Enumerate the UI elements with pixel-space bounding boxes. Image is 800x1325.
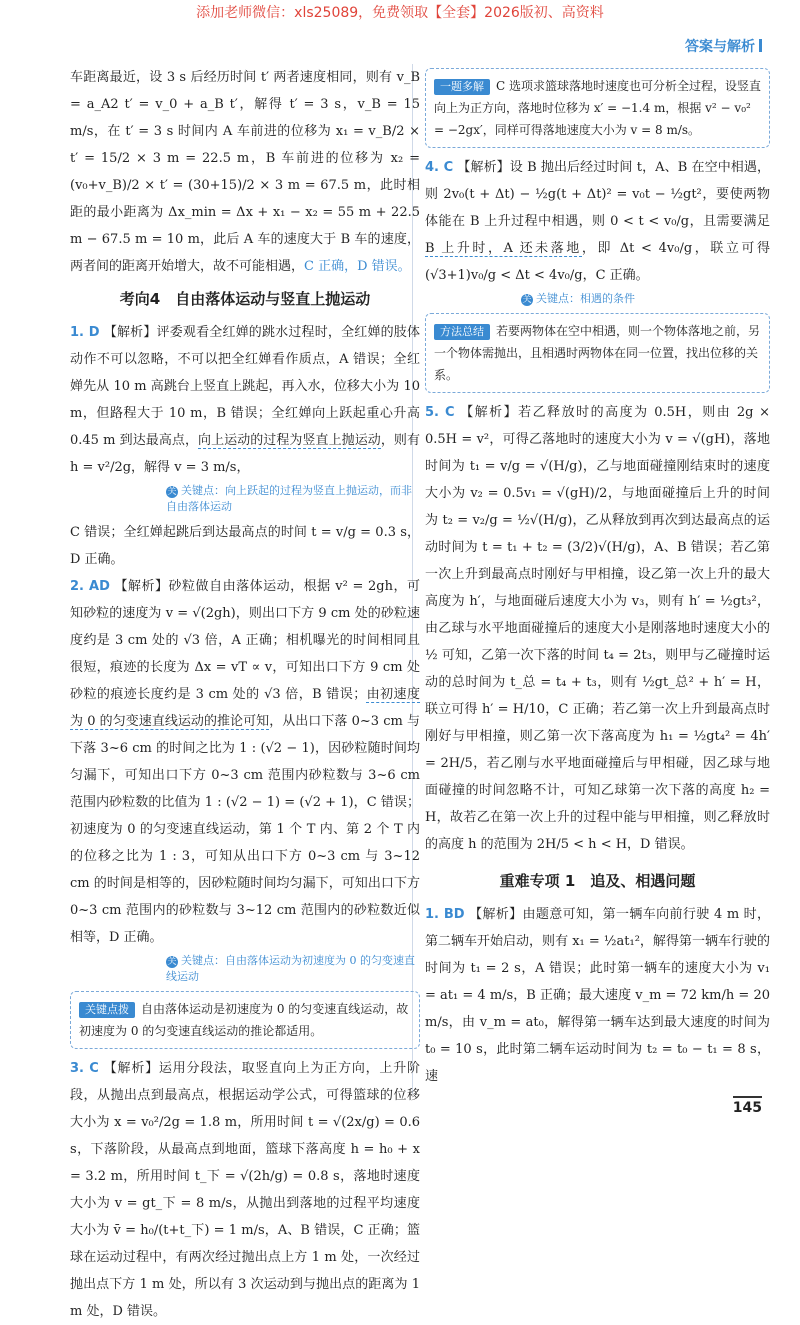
answer-4 <box>425 154 770 289</box>
text: 车距离最近，设 3 s 后经历时间 t′ 两者速度相同，则有 v_B = a_A2 t′ = v_0 + a_B t′，解得 t′ = 3 s，v_B = 15 m/s，在 t′ = 3 s 时间内 A 车前进的位移为 x₁ = v_B/2 × t′ = 15/2 × 3 m = 22.5 m，B 车前进的位移为 x₂ = (v₀+v_B)/2 × t′ = (30+15)/2 × 3 m = 67.5 m，此时相距的最小距离为 Δx_min = Δx + x₁ − x₂ = 55 m + 22.5 m − 67.5 m = 10 m，此后 A 车的速度大于 B 车的速度，两者间的距离开始增大，故不可能相遇， <box>70 70 420 274</box>
question-number: 1. BD <box>425 907 465 922</box>
paragraph-continued <box>70 64 420 280</box>
question-number: 5. C <box>425 405 455 420</box>
key-icon: 关 <box>167 487 177 497</box>
header-accent-bar <box>759 39 762 52</box>
method-summary-box <box>425 313 770 393</box>
multi-solution-box <box>425 68 770 148</box>
tip-box <box>70 991 420 1049</box>
page-number: 145 <box>733 1096 762 1116</box>
key-point-note <box>70 953 420 985</box>
answer-5 <box>425 399 770 858</box>
tip-tag: 关键点拨 <box>79 1002 135 1018</box>
box-text: 若要两物体在空中相遇，则一个物体落地之前，另一个物体需抛出，且相遇时两物体在同一位置，找出位移的关系。 <box>434 324 761 382</box>
tip-text: 自由落体运动是初速度为 0 的匀变速直线运动，故初速度为 0 的匀变速直线运动的推论都适用。 <box>79 1002 409 1038</box>
box-tag: 方法总结 <box>434 324 490 340</box>
text: 【解析】若乙释放时的高度为 0.5H，则由 2g × 0.5H = v²，可得乙落地时的速度大小为 v = √(gH)，落地时间为 t₁ = v/g = √(H/g)，乙与地面碰撞刚结束时的速度大小为 v₂ = 0.5v₁ = √(gH)/2，与地面碰撞后上升的时间为 t₂ = v₂/g = ½√(H/g)，乙从释放到再次到达最高点的运动时间为 t = t₁ + t₂ = (3/2)√(H/g)，A、B 错误；若乙第一次上升到最高点时刚好与甲相撞，设乙第一次上升的最大高度为 h′，与地面碰后速度大小为 v₃，则有 h′ = ½gt₃²，由乙球与水平地面碰撞后的速度大小是刚落地时速度大小的 ½ 可知，乙第一次下落的时间 t₄ = 2t₃，则甲与乙碰撞时运动的总时间为 t_总 = t₄ + t₃，则有 ½gt_总² + h′ = H，联立可得 h′ = H/10，C 正确；若乙第一次上升到最高点时刚好与甲相撞，则乙第一次下落高度为 h₁ = ½gt₄² = 4h′ = 2H/5，若乙刚与水平地面碰撞后与甲相碰，因乙球与地面碰撞的时间忽略不计，可知乙球第一次下落的高度 h₂ = H，故若乙在第一次上升的过程中能与甲相撞，则乙释放时的高度 h 的范围为 2H/5 < h < H，D 错误。 <box>425 405 770 852</box>
underlined-text: B 上升时，A 还未落地 <box>425 241 582 256</box>
answer-3 <box>70 1055 420 1325</box>
text: 【解析】运用分段法，取竖直向上为正方向，上升阶段，从抛出点到最高点，根据运动学公式，可得篮球的位移大小为 x = v₀²/2g = 1.8 m，所用时间 t = √(2x/g) = 0.6 s，下落阶段，从最高点到地面，篮球下落高度 h = h₀ + x = 3.2 m，所用时间 t_下 = √(2h/g) = 0.8 s，落地时速度大小为 v = gt_下 = 8 m/s，从抛出到落地的过程平均速度大小为 v̄ = h₀/(t+t_下) = 1 m/s，A、B 错误，C 正确；篮球在运动过程中，有两次经过抛出点上方 1 m 处，一次经过抛出点下方 1 m 处，所以有 3 次运动到与抛出点的距离为 1 m 处，D 错误。 <box>70 1061 420 1319</box>
right-column <box>425 64 770 1090</box>
section-header-label: 答案与解析 <box>685 39 755 55</box>
text: ，即 Δt < 4v₀/g，联立可得 (√3+1)v₀/g < Δt < 4v₀/g，C 正确。 <box>425 241 770 283</box>
text: ，从出口下落 0~3 cm 与下落 3~6 cm 的时间之比为 1 : (√2 − 1)，因砂粒随时间均匀漏下，可知出口下方 0~3 cm 范围内砂粒数与 3~6 cm 范围内砂粒数的比值为 1 : (√2 − 1) = (√2 + 1)，C 错误；初速度为 0 的匀变速直线运动，第 1 个 T 内、第 2 个 T 内的位移之比为 1 : 3，可知从出口下方 0~3 cm 与 3~12 cm 的时间是相等的，因砂粒随时间均匀漏下，可知出口下方 0~3 cm 范围内的砂粒数与 3~12 cm 范围内的砂粒数近似相等，D 正确。 <box>70 714 420 945</box>
note-text: 关键点：相遇的条件 <box>536 292 635 305</box>
answer-1 <box>70 319 420 481</box>
left-column <box>70 64 420 1325</box>
key-icon: 关 <box>522 295 532 305</box>
answer-6 <box>425 901 770 1090</box>
box-text: C 选项求篮球落地时速度也可分析全过程，设竖直向上为正方向，落地时位移为 x′ = −1.4 m，根据 v² − v₀² = −2gx′，同样可得落地速度大小为 v = 8 m/s。 <box>434 79 761 137</box>
question-number: 4. C <box>425 160 454 175</box>
answer-1-cont: C 错误；全红婵起跳后到达最高点的时间 t = v/g = 0.3 s，D 正确。 <box>70 525 420 567</box>
answer-judgement: C 正确，D 错误。 <box>304 259 411 274</box>
key-icon: 关 <box>167 957 177 967</box>
box-tag: 一题多解 <box>434 79 490 95</box>
text: 【解析】评委观看全红婵的跳水过程时，全红婵的肢体动作不可以忽略，不可以把全红婵看作质点，A 错误；全红婵先从 10 m 高跳台上竖直上跳起，再入水，位移大小为 10 m，但路程大于 10 m，B 错误；全红婵向上跃起重心升高 0.45 m 到达最高点， <box>70 325 420 448</box>
underlined-text: 由初速度为 0 的匀变速直线运动的推论可知 <box>70 687 420 729</box>
question-number: 2. AD <box>70 579 110 594</box>
text: 【解析】设 B 抛出后经过时间 t，A、B 在空中相遇，则 2v₀(t + Δt) − ½g(t + Δt)² = v₀t − ½gt²，要使两物体能在 B 上升过程中相遇，则 0 < t < v₀/g，且需要满足 <box>425 160 770 229</box>
answer-2 <box>70 573 420 951</box>
section-heading: 考向4 自由落体运动与竖直上抛运动 <box>119 290 371 308</box>
key-point-note <box>70 483 420 515</box>
note-text: 关键点：向上跃起的过程为竖直上抛运动，而非自由落体运动 <box>166 484 412 513</box>
text: ，则有 h = v²/2g，解得 v = 3 m/s， <box>70 433 420 475</box>
watermark-banner: 添加老师微信：xls25089，免费领取【全套】2026版初、高资料 <box>196 5 604 21</box>
section-header <box>685 36 762 56</box>
key-point-note <box>425 291 770 307</box>
question-number: 3. C <box>70 1061 99 1076</box>
section-heading: 重难专项 1 追及、相遇问题 <box>499 872 696 890</box>
text: 【解析】砂粒做自由落体运动，根据 v² = 2gh，可知砂粒的速度为 v = √(2gh)，则出口下方 9 cm 处的砂粒速度约是 3 cm 处的 √3 倍，A 正确；相机曝光的时间相同且很短，痕迹的长度为 Δx = vT ∝ v，可知出口下方 9 cm 处砂粒的痕迹长度约是 3 cm 处的 √3 倍，B 错误； <box>70 579 420 702</box>
underlined-text: 向上运动的过程为竖直上抛运动 <box>198 433 381 448</box>
text: 【解析】由题意可知，第一辆车向前行驶 4 m 时，第二辆车开始启动，则有 x₁ = ½at₁²，解得第一辆车行驶的时间为 t₁ = 2 s，A 错误；此时第一辆车的速度大小为 v₁ = at₁ = 4 m/s，B 正确；最大速度 v_m = 72 km/h = 20 m/s，由 v_m = at₀，解得第一辆车达到最大速度的时间为 t₀ = 10 s，此时第二辆车运动时间为 t₂ = t₀ − t₁ = 8 s，速 <box>425 907 770 1084</box>
question-number: 1. D <box>70 325 100 340</box>
note-text: 关键点：自由落体运动为初速度为 0 的匀变速直线运动 <box>166 954 415 983</box>
